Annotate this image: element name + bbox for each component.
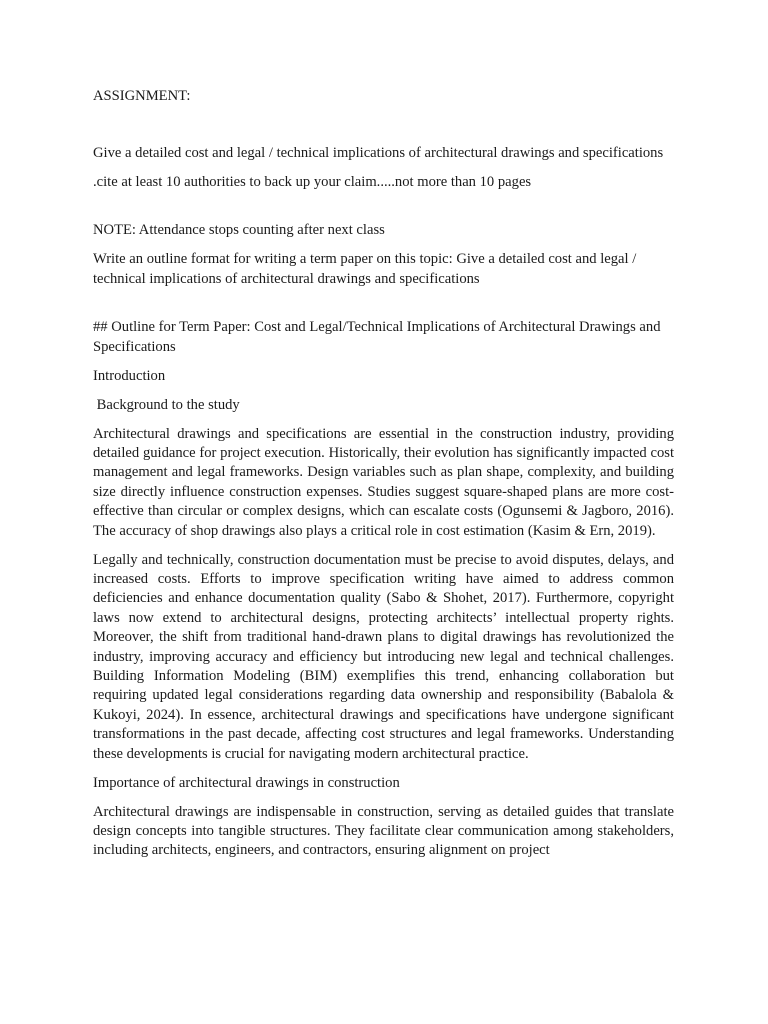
background-heading: Background to the study: [93, 396, 240, 413]
importance-paragraph-1: Architectural drawings are indispensable in construction, serving as detailed guides that translate design concepts into tangible structures. They facilitate clear communication among stakeholders, including architects, engineers, and contractors, ensuring alignment on project: [93, 803, 674, 859]
assignment-heading: ASSIGNMENT:: [93, 88, 191, 104]
document-body: [93, 87, 674, 861]
background-paragraph-1: Architectural drawings and specifications are essential in the construction industry, providing detailed guidance for project execution. Historically, their evolution has significantly impacted cost management and legal frameworks. Design variables such as plan shape, complexity, and building size directly influence construction expenses. Studies suggest square-shaped plans are more cost-effective than circular or complex designs, which can escalate costs (Ogunsemi & Jagboro, 2016). The accuracy of shop drawings also plays a critical role in cost estimation (Kasim & Ern, 2019).: [93, 425, 674, 539]
introduction-heading: Introduction: [93, 367, 166, 384]
assignment-task: Give a detailed cost and legal / technical implications of architectural drawings and specifications: [93, 144, 664, 161]
importance-heading: Importance of architectural drawings in construction: [93, 774, 400, 791]
outline-request: Write an outline format for writing a term paper on this topic: Give a detailed cost and legal / technical implications of architectural drawings and specifications: [93, 251, 637, 287]
outline-title: ## Outline for Term Paper: Cost and Legal/Technical Implications of Architectural Drawings and Specifications: [93, 319, 661, 355]
background-paragraph-2: Legally and technically, construction documentation must be precise to avoid disputes, delays, and increased costs. Efforts to improve specification writing have aimed to address common deficiencies and enhance documentation quality (Sabo & Shohet, 2017). Furthermore, copyright laws now extend to architectural designs, protecting architects’ intellectual property rights. Moreover, the shift from traditional hand-drawn plans to digital drawings has revolutionized the industry, improving accuracy and efficiency but introducing new legal and technical challenges. Building Information Modeling (BIM) exemplifies this trend, enhancing collaboration but requiring updated legal considerations regarding data ownership and responsibility (Babalola & Kukoyi, 2024). In essence, architectural drawings and specifications have undergone significant transformations in the past decade, affecting cost structures and legal frameworks. Understanding these developments is crucial for navigating modern architectural practice.: [93, 551, 674, 762]
attendance-note: NOTE: Attendance stops counting after next class: [93, 222, 385, 239]
assignment-citation-requirement: .cite at least 10 authorities to back up your claim.....not more than 10 pages: [93, 173, 532, 190]
